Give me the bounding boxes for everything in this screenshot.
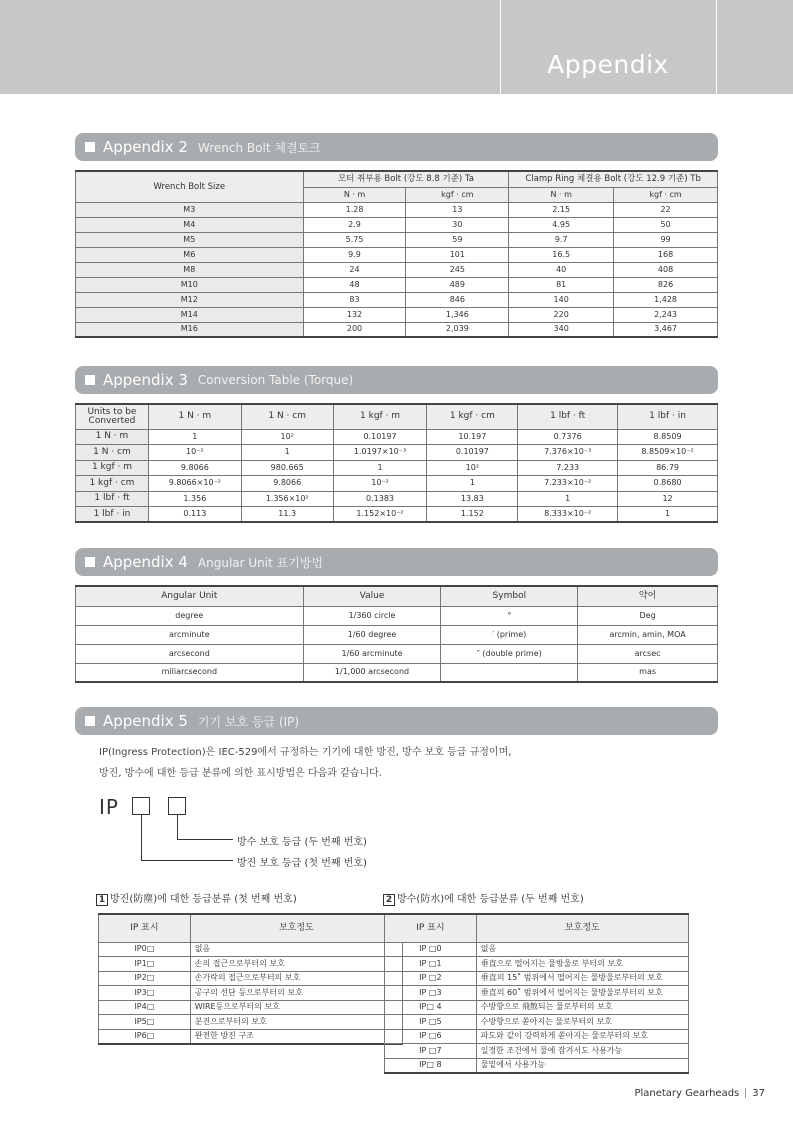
table-cell: 8.8509 [618, 429, 718, 445]
table-cell: 86.79 [618, 460, 718, 476]
table-cell: 1.356 [148, 491, 241, 507]
table-row [76, 262, 718, 277]
row-label-cell: M5 [76, 232, 304, 247]
table-row [76, 277, 718, 292]
desc-column-header: 보호정도 [190, 914, 402, 942]
dust-protection-table [98, 913, 403, 1045]
table-cell: 7.376×10⁻³ [518, 445, 618, 461]
dust-title-text: 방진(防塵)에 대한 등급분류 (첫 번째 번호) [110, 894, 297, 905]
number-box-icon: 2 [383, 894, 395, 906]
row-label-cell: M14 [76, 307, 304, 322]
table-cell: 3,467 [614, 322, 718, 337]
appendix4-number: Appendix 4 [103, 553, 188, 571]
table-cell: 30 [406, 217, 509, 232]
table-cell: 11.3 [241, 507, 333, 523]
table-cell: 22 [614, 202, 718, 217]
table-row [76, 606, 718, 625]
table-row [76, 307, 718, 322]
square-bullet-icon [85, 557, 95, 567]
table-cell: 1 [333, 460, 427, 476]
square-bullet-icon [85, 716, 95, 726]
row-label-cell: IP3□ [99, 986, 191, 1001]
angular-unit-table [75, 585, 718, 683]
table-cell: 1 [427, 476, 518, 492]
table-cell: 8.333×10⁻² [518, 507, 618, 523]
table-cell: 132 [303, 307, 406, 322]
table-cell: 220 [509, 307, 614, 322]
ip-second-digit-box [168, 797, 186, 815]
wrench-bolt-table [75, 170, 718, 338]
row-label-cell: 1 N · cm [76, 445, 149, 461]
table-cell: 140 [509, 292, 614, 307]
row-label-cell: M10 [76, 277, 304, 292]
table-cell: 파도와 같이 강력하게 쏟아지는 물로부터의 보호 [476, 1029, 688, 1044]
table-cell: 1.356×10² [241, 491, 333, 507]
table-cell: 489 [406, 277, 509, 292]
table-cell [441, 663, 578, 682]
table-row [76, 445, 718, 461]
table-cell: 10.197 [427, 429, 518, 445]
ip-water-line-v [177, 815, 178, 839]
ip-water-line-h [177, 839, 233, 840]
table-cell: 없음 [476, 942, 688, 957]
table-cell: 10² [241, 429, 333, 445]
table-row [76, 491, 718, 507]
table-cell: 40 [509, 262, 614, 277]
table-row [385, 1058, 689, 1073]
table-cell: 826 [614, 277, 718, 292]
table-cell: 48 [303, 277, 406, 292]
row-label-cell: IP □2 [385, 971, 477, 986]
table-row [385, 986, 689, 1001]
unit-header: kgf · cm [614, 187, 718, 202]
water-protection-table [384, 913, 689, 1074]
unit-column-header: 1 kgf · m [333, 404, 427, 429]
row-label-cell: degree [76, 606, 304, 625]
row-label-cell: IP □6 [385, 1029, 477, 1044]
table-row [76, 460, 718, 476]
ip-dust-label: 방진 보호 등급 (첫 번째 번호) [237, 858, 367, 869]
unit-column-header: 1 kgf · cm [427, 404, 518, 429]
table-cell: 1 [241, 445, 333, 461]
row-label-cell: 1 N · m [76, 429, 149, 445]
table-row [385, 957, 689, 972]
unit-header: kgf · cm [406, 187, 509, 202]
row-label-cell: M4 [76, 217, 304, 232]
torque-conversion-table [75, 403, 718, 523]
row-label-cell: IP5□ [99, 1015, 191, 1030]
table-cell: 168 [614, 247, 718, 262]
table-cell: 0.10197 [333, 429, 427, 445]
table-row [76, 322, 718, 337]
table-cell: 200 [303, 322, 406, 337]
table-cell: 1,428 [614, 292, 718, 307]
ip-intro-line2: 방진, 방수에 대한 등급 분류에 의한 표시방법은 다음과 같습니다. [99, 768, 382, 779]
page-title: Appendix [547, 50, 669, 79]
table-cell: arcmin, amin, MOA [578, 625, 718, 644]
row-label-cell: IP6□ [99, 1029, 191, 1044]
ip-intro-line1: IP(Ingress Protection)은 IEC-529에서 규정하는 기기에 대한 방진, 방수 보호 등급 규정이며, [99, 747, 512, 758]
row-label-cell: miliarcsecond [76, 663, 304, 682]
table-cell: 7.233×10⁻² [518, 476, 618, 492]
row-label-cell: IP □0 [385, 942, 477, 957]
desc-column-header: 보호정도 [476, 914, 688, 942]
table-cell: 일정한 조건에서 물에 잠겨서도 사용가능 [476, 1044, 688, 1059]
table-cell: 9.8066 [241, 476, 333, 492]
table-cell: 83 [303, 292, 406, 307]
corner-line2: Converted [88, 415, 136, 426]
appendix5-header [75, 707, 718, 735]
table-cell: 408 [614, 262, 718, 277]
row-label-cell: arcsecond [76, 644, 304, 663]
row-label-cell: IP1□ [99, 957, 191, 972]
corner-header [76, 404, 149, 429]
table-cell: 1/360 circle [303, 606, 441, 625]
header-divider-right [716, 0, 717, 94]
table-cell: 垂直의 60˚ 범위에서 떨어지는 물방울로부터의 보호 [476, 986, 688, 1001]
row-label-cell: 1 kgf · m [76, 460, 149, 476]
table-row [99, 1000, 403, 1015]
table-cell: 분진으로부터의 보호 [190, 1015, 402, 1030]
table-cell: 손가락의 접근으로부터의 보호 [190, 971, 402, 986]
table-cell: 340 [509, 322, 614, 337]
table-cell: ″ (double prime) [441, 644, 578, 663]
row-label-cell: IP □7 [385, 1044, 477, 1059]
table-cell: 1/60 arcminute [303, 644, 441, 663]
row-label-cell: IP0□ [99, 942, 191, 957]
table-row [76, 663, 718, 682]
table-row [76, 232, 718, 247]
dust-protection-rows [99, 942, 403, 1044]
table-cell: 1 [148, 429, 241, 445]
table-row [385, 1015, 689, 1030]
table-cell: 0.8680 [618, 476, 718, 492]
group1-header: 모터 취부용 Bolt (강도 8.8 기준) Ta [303, 171, 509, 187]
appendix3-header [75, 366, 718, 394]
table-cell: 10⁻² [333, 476, 427, 492]
appendix2-subtitle: Wrench Bolt 체결토크 [197, 140, 321, 155]
row-label-cell: arcminute [76, 625, 304, 644]
table-cell: 垂直의 15˚ 범위에서 떨어지는 물방울로부터의 보호 [476, 971, 688, 986]
row-label-cell: M6 [76, 247, 304, 262]
row-label-cell: IP □5 [385, 1015, 477, 1030]
table-cell: 846 [406, 292, 509, 307]
table-cell: 980.665 [241, 460, 333, 476]
table-cell: 12 [618, 491, 718, 507]
page-number: 37 [752, 1088, 765, 1099]
table-cell: 8.8509×10⁻² [618, 445, 718, 461]
table-cell: 물밑에서 사용가능 [476, 1058, 688, 1073]
table-cell: 10⁻² [148, 445, 241, 461]
table-row [76, 644, 718, 663]
table-row [99, 971, 403, 986]
table-cell: 2.15 [509, 202, 614, 217]
table-cell: ° [441, 606, 578, 625]
table-cell: 4.95 [509, 217, 614, 232]
ip-column-header: IP 표시 [385, 914, 477, 942]
table-cell: 9.8066×10⁻² [148, 476, 241, 492]
table-cell: 13 [406, 202, 509, 217]
table-cell: 없음 [190, 942, 402, 957]
table-row [76, 202, 718, 217]
torque-conversion-rows [76, 429, 718, 522]
page-footer [634, 1088, 765, 1099]
appendix3-subtitle: Conversion Table (Torque) [197, 373, 354, 387]
table-cell: 10² [427, 460, 518, 476]
unit-header: N · m [509, 187, 614, 202]
angular-unit-rows [76, 606, 718, 682]
table-cell: 9.7 [509, 232, 614, 247]
table-cell: 0.10197 [427, 445, 518, 461]
table-cell: 9.8066 [148, 460, 241, 476]
ip-dust-line-h [141, 860, 233, 861]
table-row [385, 1000, 689, 1015]
table-cell: 공구의 선단 등으로부터의 보호 [190, 986, 402, 1001]
table-row [99, 1015, 403, 1030]
footer-title: Planetary Gearheads [634, 1088, 740, 1099]
corner-line1: Units to be [87, 406, 137, 417]
table-row [385, 971, 689, 986]
table-cell: 2.9 [303, 217, 406, 232]
footer-separator [745, 1088, 746, 1098]
appendix5-number: Appendix 5 [103, 712, 188, 730]
ip-first-digit-box [132, 797, 150, 815]
table-row [76, 625, 718, 644]
header-divider-left [500, 0, 501, 94]
table-cell: 5.75 [303, 232, 406, 247]
row-label-cell: IP □1 [385, 957, 477, 972]
wrench-bolt-rows [76, 202, 718, 337]
table-row [99, 1029, 403, 1044]
ip-column-header: IP 표시 [99, 914, 191, 942]
table-row [76, 292, 718, 307]
table-row [385, 942, 689, 957]
table-cell: 13.83 [427, 491, 518, 507]
water-table-title [383, 890, 584, 906]
table-cell: 수방향으로 飛散되는 물로부터의 보호 [476, 1000, 688, 1015]
table-row [99, 986, 403, 1001]
table-row [76, 429, 718, 445]
table-cell: 50 [614, 217, 718, 232]
table-cell: 1.152 [427, 507, 518, 523]
unit-column-header: 1 lbf · in [618, 404, 718, 429]
table-cell: 101 [406, 247, 509, 262]
table-row [385, 1044, 689, 1059]
unit-header: N · m [303, 187, 406, 202]
table-cell: 9.9 [303, 247, 406, 262]
angular-header: Value [303, 586, 441, 606]
water-protection-rows [385, 942, 689, 1073]
table-cell: 완전한 방진 구조 [190, 1029, 402, 1044]
appendix4-subtitle: Angular Unit 표기방법 [197, 555, 324, 570]
table-cell: 손의 접근으로부터의 보호 [190, 957, 402, 972]
table-cell: 1 [618, 507, 718, 523]
table-cell: 0.113 [148, 507, 241, 523]
table-cell: 1/1,000 arcsecond [303, 663, 441, 682]
ip-code-text: IP [99, 795, 119, 819]
table-cell: 7.233 [518, 460, 618, 476]
table-row [99, 957, 403, 972]
table-cell: 16.5 [509, 247, 614, 262]
table-cell: mas [578, 663, 718, 682]
row-label-cell: 1 lbf · in [76, 507, 149, 523]
size-header: Wrench Bolt Size [76, 171, 304, 202]
number-box-icon: 1 [96, 894, 108, 906]
square-bullet-icon [85, 375, 95, 385]
table-row [76, 247, 718, 262]
table-row [385, 1029, 689, 1044]
row-label-cell: M16 [76, 322, 304, 337]
table-cell: Deg [578, 606, 718, 625]
table-cell: 수방향으로 쏟아지는 물로부터의 보호 [476, 1015, 688, 1030]
table-cell: 245 [406, 262, 509, 277]
row-label-cell: M8 [76, 262, 304, 277]
table-cell: arcsec [578, 644, 718, 663]
ip-dust-line-v [141, 815, 142, 860]
unit-column-header: 1 lbf · ft [518, 404, 618, 429]
table-cell: 1/60 degree [303, 625, 441, 644]
row-label-cell: M3 [76, 202, 304, 217]
table-cell: 1.28 [303, 202, 406, 217]
row-label-cell: M12 [76, 292, 304, 307]
row-label-cell: 1 lbf · ft [76, 491, 149, 507]
table-cell: 垂直으로 떨어지는 물방울로 부터의 보호 [476, 957, 688, 972]
ip-water-label: 방수 보호 등급 (두 번째 번호) [237, 837, 367, 848]
table-row [76, 217, 718, 232]
row-label-cell: IP4□ [99, 1000, 191, 1015]
unit-column-header: 1 N · m [148, 404, 241, 429]
appendix2-header [75, 133, 718, 161]
angular-header: Symbol [441, 586, 578, 606]
table-cell: WIRE등으로부터의 보호 [190, 1000, 402, 1015]
header-band [0, 0, 793, 94]
row-label-cell: IP□ 4 [385, 1000, 477, 1015]
row-label-cell: IP2□ [99, 971, 191, 986]
dust-table-title [96, 890, 297, 906]
table-cell: 99 [614, 232, 718, 247]
table-cell: 2,243 [614, 307, 718, 322]
table-row [76, 476, 718, 492]
table-cell: 59 [406, 232, 509, 247]
unit-column-header: 1 N · cm [241, 404, 333, 429]
table-cell: 1.152×10⁻² [333, 507, 427, 523]
table-cell: 81 [509, 277, 614, 292]
table-row [99, 942, 403, 957]
appendix3-number: Appendix 3 [103, 371, 188, 389]
table-cell: 2,039 [406, 322, 509, 337]
table-row [76, 507, 718, 523]
angular-header: Angular Unit [76, 586, 304, 606]
water-title-text: 방수(防水)에 대한 등급분류 (두 번째 번호) [397, 894, 584, 905]
row-label-cell: 1 kgf · cm [76, 476, 149, 492]
group2-header: Clamp Ring 체결용 Bolt (강도 12.9 기준) Tb [509, 171, 718, 187]
table-cell: 1 [518, 491, 618, 507]
appendix2-number: Appendix 2 [103, 138, 188, 156]
square-bullet-icon [85, 142, 95, 152]
row-label-cell: IP□ 8 [385, 1058, 477, 1073]
appendix4-header [75, 548, 718, 576]
table-cell: 1,346 [406, 307, 509, 322]
appendix5-subtitle: 기기 보호 등급 (IP) [197, 714, 300, 729]
table-cell: 1.0197×10⁻³ [333, 445, 427, 461]
table-cell: ′ (prime) [441, 625, 578, 644]
table-cell: 24 [303, 262, 406, 277]
angular-header: 약어 [578, 586, 718, 606]
table-cell: 0.7376 [518, 429, 618, 445]
table-cell: 0.1383 [333, 491, 427, 507]
row-label-cell: IP □3 [385, 986, 477, 1001]
